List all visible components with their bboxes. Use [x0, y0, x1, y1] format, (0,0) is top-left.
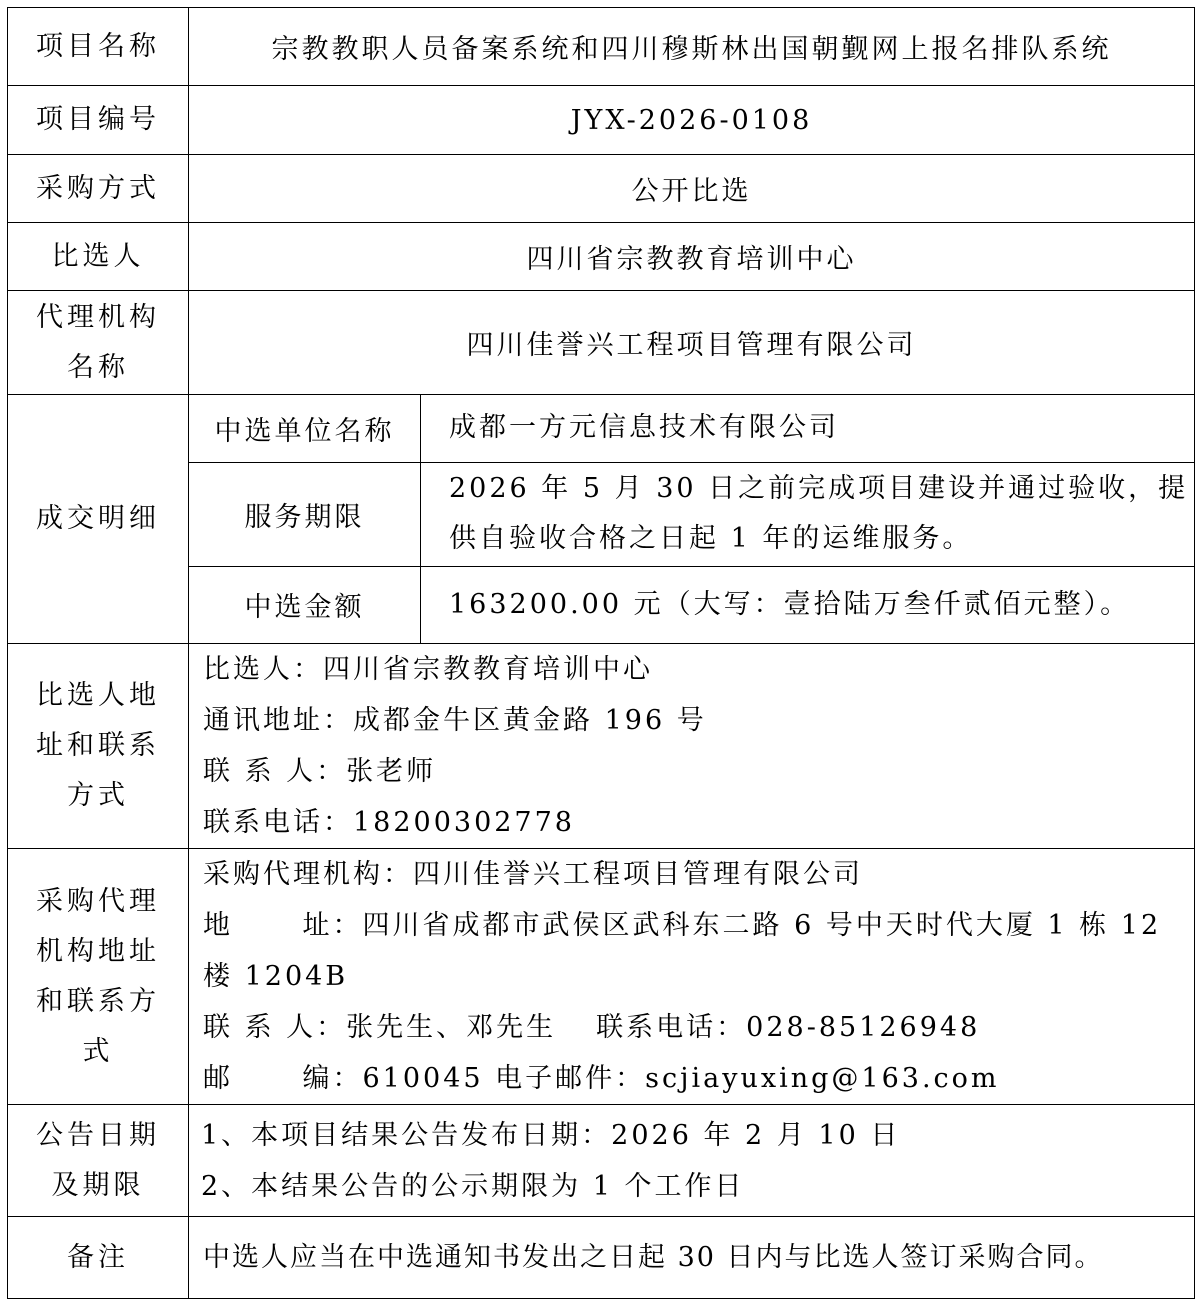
value-notice — [189, 1105, 1195, 1217]
label-purchaser: 比选人 — [8, 223, 189, 291]
row-project-no — [8, 86, 1195, 155]
deal-detail-table — [189, 395, 1194, 643]
value-method: 公开比选 — [189, 155, 1195, 223]
purchaser-name-line: 比选人：四川省宗教教育培训中心 — [203, 654, 653, 685]
label-notice-line2: 及期限 — [51, 1169, 145, 1201]
value-project-name: 宗教教职人员备案系统和四川穆斯林出国朝觐网上报名排队系统 — [189, 8, 1195, 86]
label-agency-line2: 名称 — [67, 351, 129, 383]
label-notice-line1: 公告日期 — [36, 1119, 160, 1151]
row-remark — [8, 1217, 1195, 1299]
label-amount: 中选金额 — [189, 566, 421, 643]
label-agency-contact-line2: 机构地址 — [36, 935, 160, 967]
label-purchaser-contact — [8, 644, 189, 849]
row-deal — [8, 395, 1195, 644]
value-period — [421, 462, 1195, 566]
value-period-line1: 2026 年 5 月 30 日之前完成项目建设并通过验收，提 — [449, 473, 1189, 504]
value-amount: 163200.00 元（大写：壹拾陆万叁仟贰佰元整）。 — [421, 566, 1195, 643]
value-agency-contact — [189, 849, 1195, 1105]
deal-row-winner — [189, 395, 1194, 462]
agency-name-line: 采购代理机构：四川佳誉兴工程项目管理有限公司 — [203, 859, 863, 890]
notice-period-line: 2、本结果公告的公示期限为 1 个工作日 — [201, 1170, 745, 1202]
row-purchaser — [8, 223, 1195, 291]
value-project-no: JYX-2026-0108 — [189, 86, 1195, 155]
agency-postcode-email-line: 邮 编：610045 电子邮件：scjiayuxing@163.com — [203, 1063, 1000, 1094]
agency-address-line-cont: 楼 1204B — [203, 961, 349, 992]
purchaser-contact-person-line: 联 系 人：张老师 — [203, 756, 437, 787]
row-agency — [8, 291, 1195, 395]
label-agency-contact-line4: 式 — [82, 1035, 114, 1067]
label-notice — [8, 1105, 189, 1217]
label-agency-contact-line3: 和联系方 — [36, 985, 160, 1017]
agency-contact-phone: 联系电话：028-85126948 — [596, 1012, 981, 1043]
label-agency-contact-line1: 采购代理 — [36, 885, 160, 917]
label-agency — [8, 291, 189, 395]
label-remark: 备注 — [8, 1217, 189, 1299]
value-winner: 成都一方元信息技术有限公司 — [421, 395, 1195, 462]
agency-address-line: 地 址：四川省成都市武侯区武科东二路 6 号中天时代大厦 1 栋 12 — [203, 910, 1162, 941]
label-project-no: 项目编号 — [8, 86, 189, 155]
value-period-line2: 供自验收合格之日起 1 年的运维服务。 — [449, 523, 973, 554]
notice-publish-date-line: 1、本项目结果公告发布日期：2026 年 2 月 10 日 — [201, 1119, 901, 1151]
label-deal: 成交明细 — [8, 395, 189, 644]
label-agency-contact — [8, 849, 189, 1105]
value-remark: 中选人应当在中选通知书发出之日起 30 日内与比选人签订采购合同。 — [189, 1217, 1195, 1299]
label-period: 服务期限 — [189, 462, 421, 566]
deal-row-amount — [189, 566, 1194, 643]
row-notice — [8, 1105, 1195, 1217]
label-purchaser-contact-line1: 比选人地 — [36, 680, 160, 711]
value-agency: 四川佳誉兴工程项目管理有限公司 — [189, 291, 1195, 395]
purchaser-phone-line: 联系电话：18200302778 — [203, 807, 575, 838]
agency-contact-person: 联 系 人：张先生、邓先生 — [203, 1012, 557, 1043]
deal-row-period — [189, 462, 1194, 566]
deal-detail-cell — [189, 395, 1195, 644]
label-agency-line1: 代理机构 — [36, 301, 160, 333]
label-winner: 中选单位名称 — [214, 415, 395, 447]
label-purchaser-contact-line2: 址和联系 — [36, 730, 160, 761]
label-method: 采购方式 — [8, 155, 189, 223]
result-table — [7, 7, 1195, 1299]
label-purchaser-contact-line3: 方式 — [67, 780, 129, 811]
label-project-name: 项目名称 — [8, 8, 189, 86]
value-purchaser: 四川省宗教教育培训中心 — [189, 223, 1195, 291]
row-agency-contact — [8, 849, 1195, 1105]
value-purchaser-contact — [189, 644, 1195, 849]
agency-contact-line — [203, 1002, 1184, 1053]
row-method — [8, 155, 1195, 223]
row-project-name — [8, 8, 1195, 86]
purchaser-address-line: 通讯地址：成都金牛区黄金路 196 号 — [203, 705, 707, 736]
row-purchaser-contact — [8, 644, 1195, 849]
